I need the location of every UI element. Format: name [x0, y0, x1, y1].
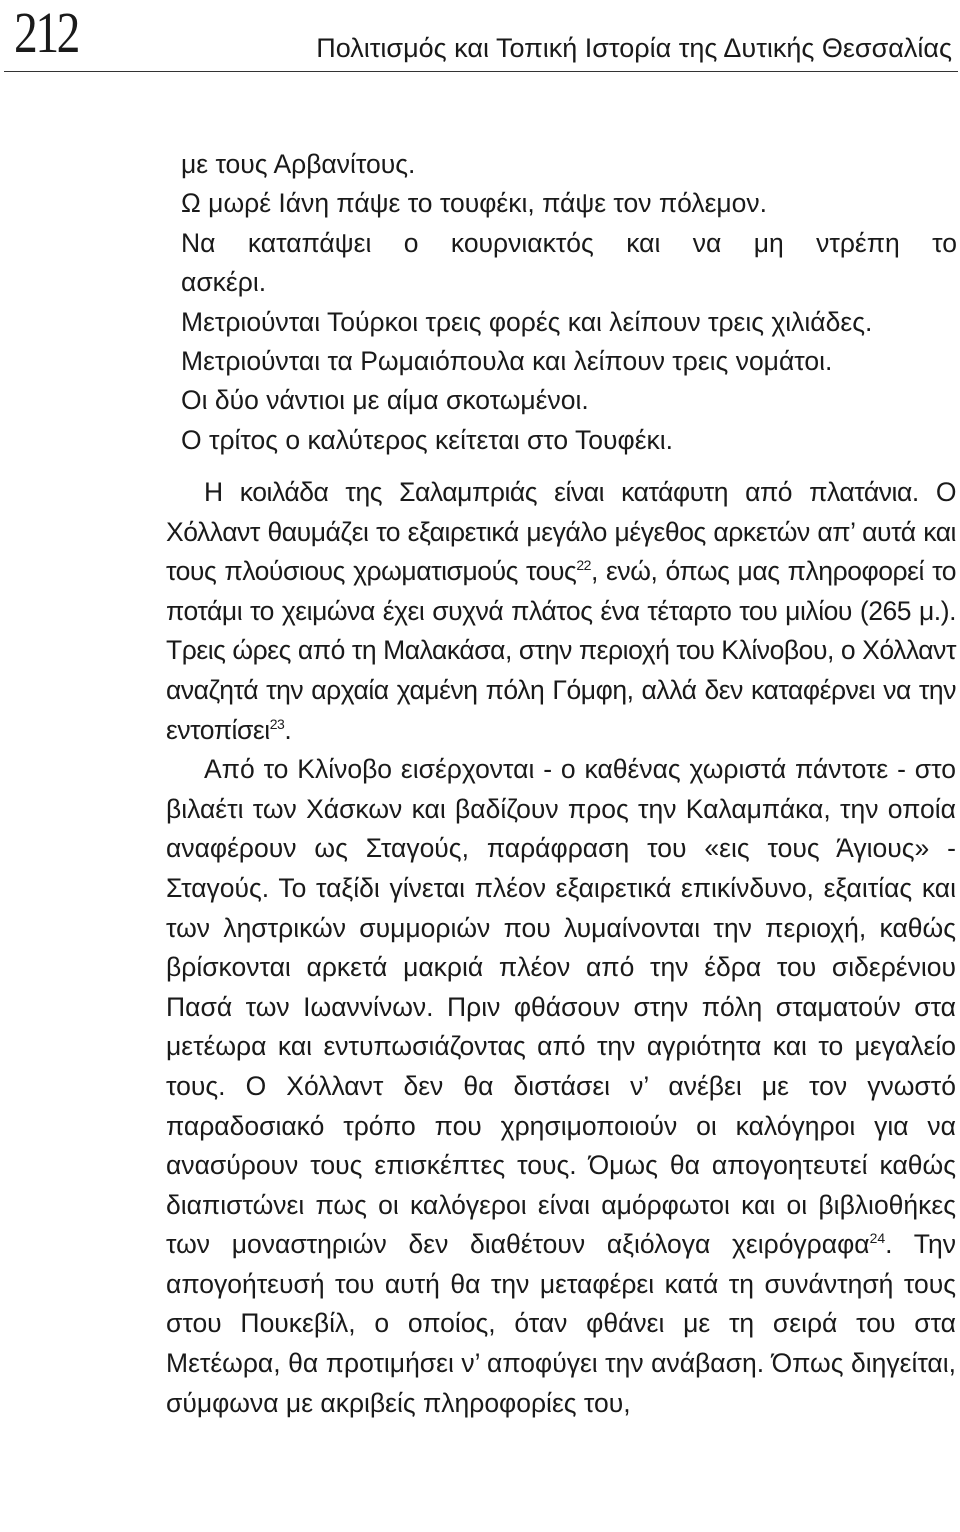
verse-line: Οι δύο νάντιοι με αίμα σκοτωμένοι.: [181, 385, 589, 416]
paragraph: [166, 750, 956, 1423]
page-header: [0, 0, 960, 72]
verse-line: Να καταπάψει ο κουρνιακτός και να μη ντρέπη το: [181, 227, 957, 258]
running-title: Πολιτισμός και Τοπική Ιστορία της Δυτικής Θεσσαλίας: [316, 33, 952, 63]
body-text: [166, 473, 956, 1423]
verse-line: ασκέρι.: [181, 267, 267, 298]
verse-line: Μετριούνται τα Ρωμαιόπουλα και λείπουν τρεις νομάτοι.: [181, 346, 833, 377]
paragraph: [166, 473, 956, 750]
paragraph-text: . Την απογοήτευσή του αυτή θα την μεταφέρει κατά τη συνάντησή τους στου Πουκεβίλ, ο οποίος, όταν φθάνει με τη σειρά του στα Μετέωρα, θα προτιμήσει ν’ αποφύγει την ανάβαση. Όπως διηγείται, σύμφωνα με ακριβείς πληροφορίες του,: [166, 1229, 957, 1418]
verse-line: Ω μωρέ Ιάνη πάψε το τουφέκι, πάψε τον πόλεμον.: [181, 188, 768, 219]
footnote-ref[interactable]: 24: [869, 1230, 886, 1247]
page-number: 212: [14, 0, 78, 65]
paragraph-text: , ενώ, όπως μας πληροφορεί το ποτάμι το χειμώνα έχει συχνά πλάτος ένα τέταρτο του μιλίου (265 μ.). Τρεις ώρες από τη Μαλακάσα, στην περιοχή του Κλίνοβου, ο Χόλλαντ αναζητά την αρχαία χαμένη πόλη Γόμφη, αλλά δεν καταφέρνει να την εντοπίσει: [166, 556, 956, 745]
verse-line: Μετριούνται Τούρκοι τρεις φορές και λείπουν τρεις χιλιάδες.: [181, 306, 873, 337]
paragraph-text: .: [284, 714, 292, 745]
paragraph-text: Από το Κλίνοβο εισέρχονται - ο καθένας χωριστά πάντοτε - στο βιλαέτι των Χάσκων και βαδίζουν προς την Καλαμπάκα, την οποία αναφέρουν ως Σταγούς, παράφραση του «εις τους Άγιους» - Σταγούς. Το ταξίδι γίνεται πλέον εξαιρετικά επικίνδυνο, εξαιτίας και των ληστρικών συμμοριών που λυμαίνονται την περιοχή, καθώς βρίσκονται αρκετά μακριά πλέον από την έδρα του σιδερένιου Πασά των Ιωαννίνων. Πριν φθάσουν στην πόλη σταματούν στα μετέωρα και εντυπωσιάζοντας από την αγριότητα και το μεγαλείο τους. Ο Χόλλαντ δεν θα διστάσει ν’ ανέβει με τον γνωστό παραδοσιακό τρόπο που χρησιμοποιούν οι καλόγηροι για να ανασύρουν τους επισκέπτες τους. Όμως θα απογοητευτεί καθώς διαπιστώνει πως οι καλόγεροι είναι αμόρφωτοι και οι βιβλιοθήκες των μοναστηριών δεν διαθέτουν αξιόλογα χειρόγραφα: [166, 754, 956, 1260]
footnote-ref[interactable]: 23: [269, 715, 285, 732]
footnote-ref[interactable]: 22: [576, 557, 592, 574]
verse-line: Ο τρίτος ο καλύτερος κείτεται στο Τουφέκι.: [181, 424, 674, 455]
paragraph-text: Η κοιλάδα της Σαλαμπριάς είναι κατάφυτη από πλατάνια. Ο Χόλλαντ θαυμάζει το εξαιρετικά μεγάλο μέγεθος αρκετών απ’ αυτά και τους πλούσιους χρωματισμούς τους: [166, 477, 956, 587]
verse-line: με τους Αρβανίτους.: [181, 149, 416, 179]
folk-song-verse: [181, 145, 957, 460]
header-divider: [4, 71, 958, 72]
